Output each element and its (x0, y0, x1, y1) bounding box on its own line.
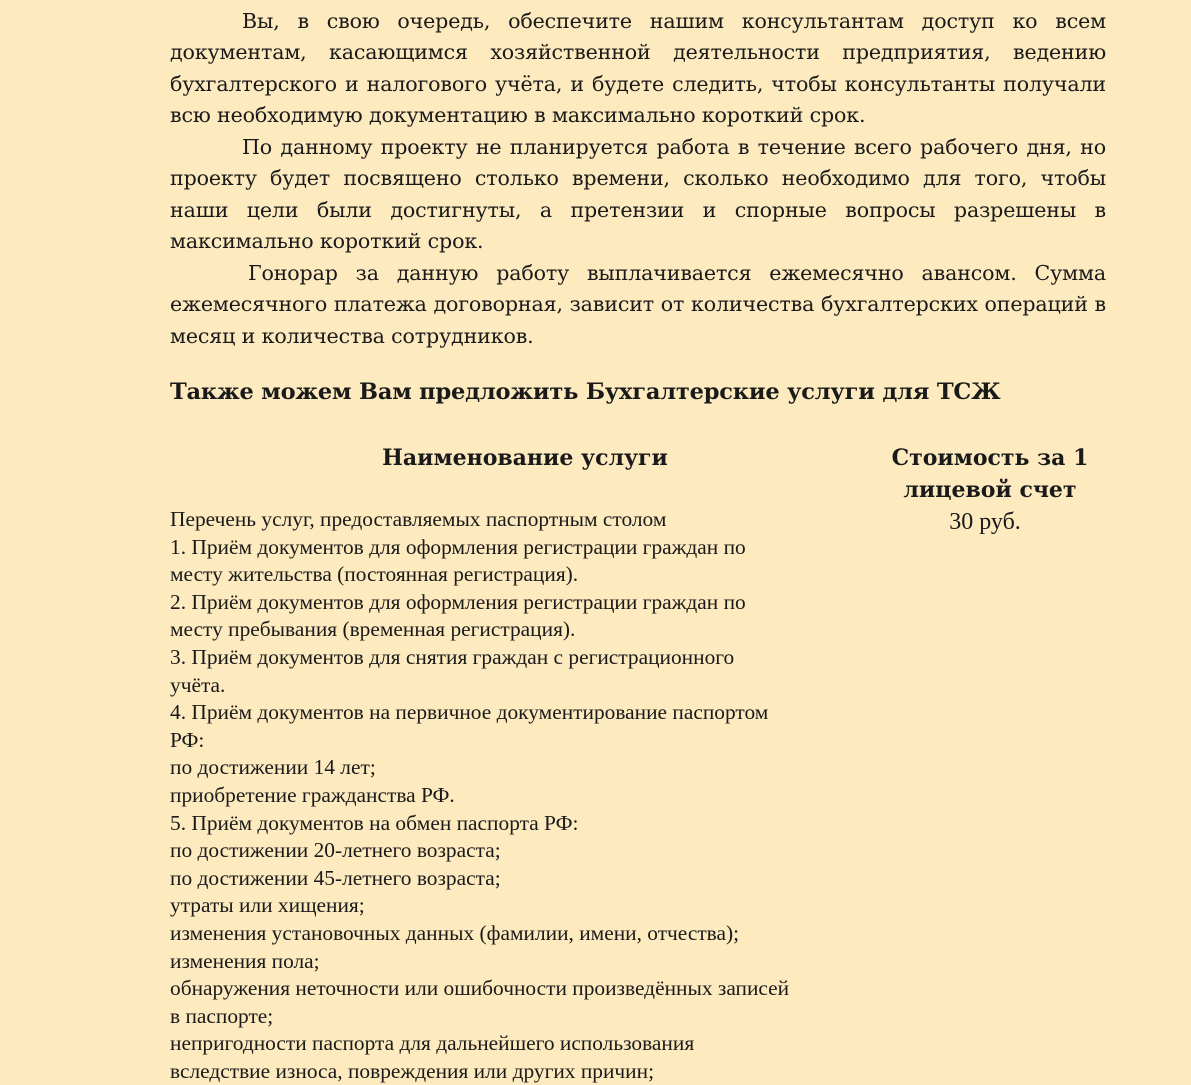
list-item: приобретение гражданства РФ. (170, 782, 455, 807)
offer-heading: Также можем Вам предложить Бухгалтерские услуги для ТСЖ (170, 379, 1001, 405)
list-item: 3. Приём документов для снятия граждан с регистрационного (170, 644, 735, 669)
list-item: изменения установочных данных (фамилии, имени, отчества); (170, 920, 740, 945)
list-item: учёта. (170, 672, 226, 697)
list-item: 4. Приём документов на первичное документирование паспортом (170, 700, 769, 725)
list-item: 1. Приём документов для оформления регистрации граждан по (170, 534, 746, 559)
service-name-column-header: Наименование услуги (382, 445, 668, 471)
list-item: по достижении 14 лет; (170, 755, 376, 780)
paragraph-fee: Гонорар за данную работу выплачивается ежемесячно авансом. Сумма ежемесячного платежа договорная, зависит от количества бухгалтерских операций в месяц и количества сотрудников. (170, 261, 1106, 348)
list-item: по достижении 45-летнего возраста; (170, 865, 501, 890)
list-item: 2. Приём документов для оформления регистрации граждан по (170, 589, 746, 614)
list-item: месту пребывания (временная регистрация). (170, 617, 576, 642)
list-item: по достижении 20-летнего возраста; (170, 838, 501, 863)
list-item: изменения пола; (170, 948, 320, 973)
list-item: утраты или хищения; (170, 893, 365, 918)
paragraph-project-time: По данному проекту не планируется работа в течение всего рабочего дня, но проекту будет посвящено столько времени, сколько необходимо для того, чтобы наши цели были достигнуты, а претензии и спорные вопросы разрешены в максимально короткий срок. (170, 135, 1106, 254)
list-item: непригодности паспорта для дальнейшего использования (170, 1031, 695, 1056)
list-item: месту жительства (постоянная регистрация). (170, 562, 579, 587)
list-item: 5. Приём документов на обмен паспорта РФ: (170, 810, 579, 835)
list-item: обнаружения неточности или ошибочности произведённых записей (170, 976, 790, 1001)
list-item: в паспорте; (170, 1003, 274, 1028)
price-column-header: Стоимость за 1 лицевой счет (891, 445, 1089, 503)
price-value: 30 руб. (949, 509, 1021, 535)
paragraph-access-documents: Вы, в свою очередь, обеспечите нашим консультантам доступ ко всем документам, касающимся хозяйственной деятельности предприятия, ведению бухгалтерского и налогового учёта, и будете следить, чтобы консультанты получали всю необходимую документацию в максимально короткий срок. (170, 9, 1106, 128)
service-list (170, 506, 890, 1085)
list-item: РФ: (170, 727, 205, 752)
list-item: вследствие износа, повреждения или других причин; (170, 1058, 655, 1083)
list-item: Перечень услуг, предоставляемых паспортным столом (170, 507, 667, 531)
